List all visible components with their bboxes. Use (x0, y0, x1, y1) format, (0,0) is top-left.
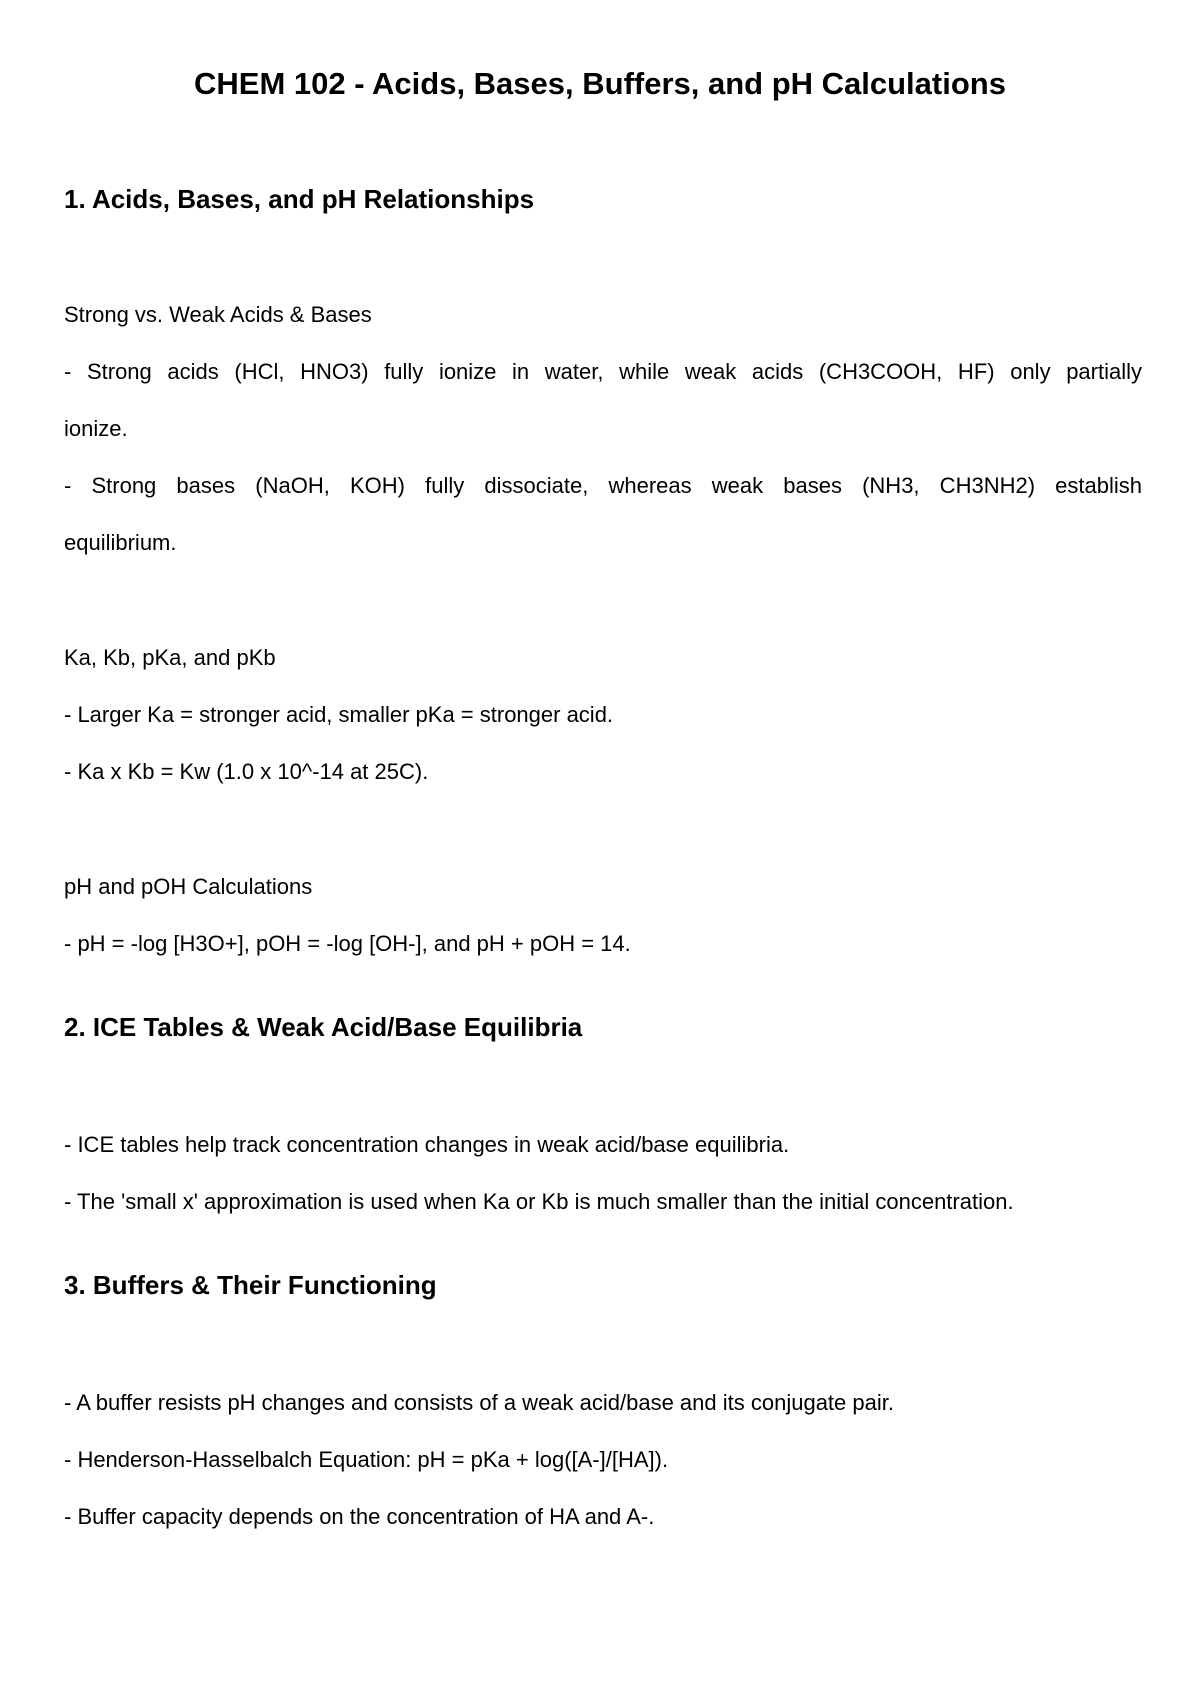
section-heading-buffers: 3. Buffers & Their Functioning (64, 1270, 437, 1300)
subheading-ph-poh: pH and pOH Calculations (64, 874, 313, 899)
bullet-strong-bases-line2: equilibrium. (64, 530, 177, 555)
bullet-strong-acids-line2: ionize. (64, 416, 128, 441)
bullet-strong-acids-line1: - Strong acids (HCl, HNO3) fully ionize in water, while weak acids (CH3COOH, HF) only partially (64, 359, 1142, 384)
bullet-ice-tables: - ICE tables help track concentration changes in weak acid/base equilibria. (64, 1132, 790, 1157)
bullet-buffer-resists: - A buffer resists pH changes and consists of a weak acid/base and its conjugate pair. (64, 1390, 894, 1415)
bullet-ph-formula: - pH = -log [H3O+], pOH = -log [OH-], and pH + pOH = 14. (64, 931, 631, 956)
bullet-buffer-capacity: - Buffer capacity depends on the concentration of HA and A-. (64, 1504, 655, 1529)
page-title: CHEM 102 - Acids, Bases, Buffers, and pH Calculations (194, 66, 1006, 101)
section-heading-ice-tables: 2. ICE Tables & Weak Acid/Base Equilibria (64, 1012, 583, 1042)
bullet-larger-ka: - Larger Ka = stronger acid, smaller pKa = stronger acid. (64, 702, 614, 727)
section-heading-acids-bases-ph: 1. Acids, Bases, and pH Relationships (64, 184, 535, 214)
bullet-henderson-hasselbalch: - Henderson-Hasselbalch Equation: pH = pKa + log([A-]/[HA]). (64, 1447, 669, 1472)
bullet-ka-kb-kw: - Ka x Kb = Kw (1.0 x 10^-14 at 25C). (64, 759, 429, 784)
bullet-small-x: - The 'small x' approximation is used when Ka or Kb is much smaller than the initial concentration. (64, 1189, 1014, 1214)
subheading-strong-vs-weak: Strong vs. Weak Acids & Bases (64, 302, 372, 327)
subheading-ka-kb: Ka, Kb, pKa, and pKb (64, 645, 276, 670)
bullet-strong-bases-line1: - Strong bases (NaOH, KOH) fully dissociate, whereas weak bases (NH3, CH3NH2) establish (64, 473, 1142, 498)
